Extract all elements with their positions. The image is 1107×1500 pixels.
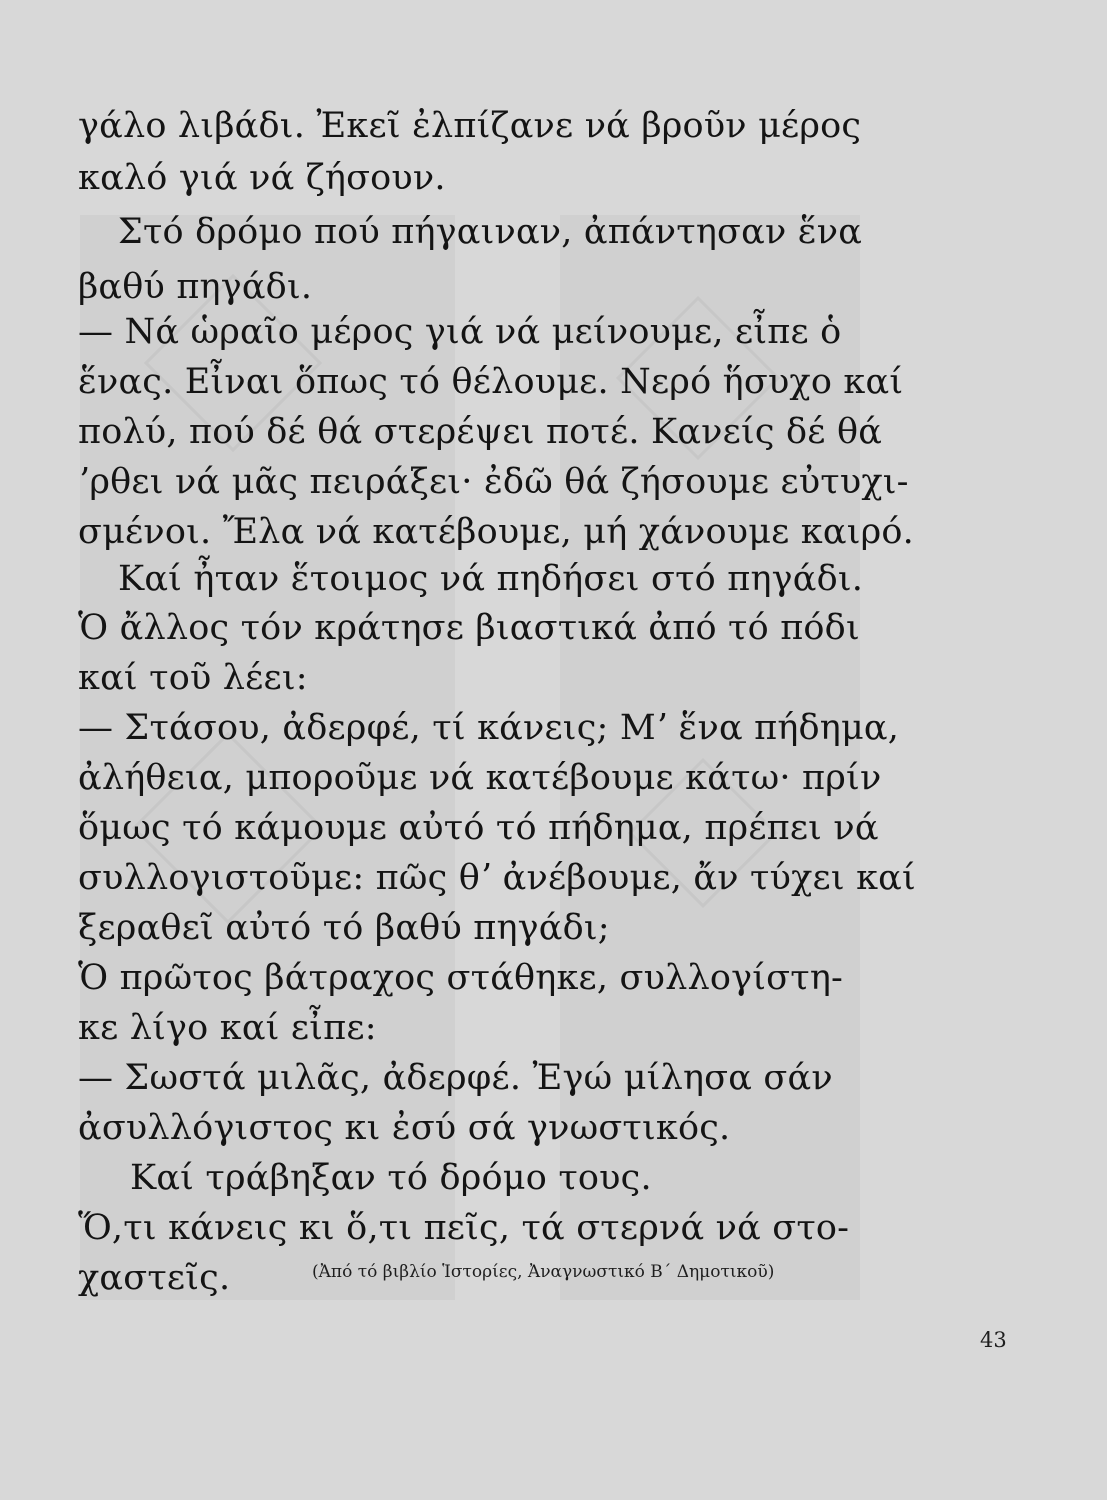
text-line: κε λίγο καί εἶπε: <box>78 1008 377 1048</box>
page-number: 43 <box>980 1328 1007 1352</box>
text-line: καί τοῦ λέει: <box>78 658 308 698</box>
text-line: Καί τράβηξαν τό δρόμο τους. <box>130 1158 652 1198</box>
text-line: σμένοι. Ἔλα νά κατέβουμε, μή χάνουμε καιρό. <box>78 512 915 552</box>
text-line: ὅμως τό κάμουμε αὐτό τό πήδημα, πρέπει νά <box>78 808 879 848</box>
text-line: — Σωστά μιλᾶς, ἀδερφέ. Ἐγώ μίλησα σάν <box>78 1058 833 1098</box>
text-line: — Στάσου, ἀδερφέ, τί κάνεις; Μʼ ἕνα πήδημα, <box>78 708 900 748</box>
text-line: Καί ἦταν ἕτοιμος νά πηδήσει στό πηγάδι. <box>118 559 864 599</box>
text-line: βαθύ πηγάδι. <box>78 267 313 307</box>
source-citation: (Ἀπό τό βιβλίο Ἱστορίες, Ἀναγνωστικό Β΄ Δημοτικοῦ) <box>312 1262 775 1282</box>
text-line: καλό γιά νά ζήσουν. <box>78 158 446 198</box>
text-line: ʼρθει νά μᾶς πειράξει· ἐδῶ θά ζήσουμε εὐτυχι- <box>78 462 909 502</box>
text-line: Ὁ πρῶτος βάτραχος στάθηκε, συλλογίστη- <box>78 958 844 998</box>
text-line: πολύ, πού δέ θά στερέψει ποτέ. Κανείς δέ θά <box>78 412 883 452</box>
text-line: χαστεῖς. <box>78 1258 231 1298</box>
text-line: Ὅ,τι κάνεις κι ὅ,τι πεῖς, τά στερνά νά στο- <box>78 1208 850 1248</box>
text-line: ἀλήθεια, μποροῦμε νά κατέβουμε κάτω· πρίν <box>78 758 882 798</box>
text-line: ἀσυλλόγιστος κι ἐσύ σά γνωστικός. <box>78 1108 731 1148</box>
text-line: Στό δρόμο πού πήγαιναν, ἀπάντησαν ἕνα <box>118 212 863 252</box>
text-line: ἕνας. Εἶναι ὅπως τό θέλουμε. Νερό ἥσυχο καί <box>78 362 904 402</box>
text-line: ξεραθεῖ αὐτό τό βαθύ πηγάδι; <box>78 908 610 948</box>
text-line: συλλογιστοῦμε: πῶς θʼ ἀνέβουμε, ἄν τύχει καί <box>78 858 916 898</box>
text-line: γάλο λιβάδι. Ἐκεῖ ἐλπίζανε νά βροῦν μέρος <box>78 106 862 146</box>
text-line: — Νά ὡραῖο μέρος γιά νά μείνουμε, εἶπε ὁ <box>78 312 842 352</box>
text-line: Ὁ ἄλλος τόν κράτησε βιαστικά ἀπό τό πόδι <box>78 608 860 648</box>
